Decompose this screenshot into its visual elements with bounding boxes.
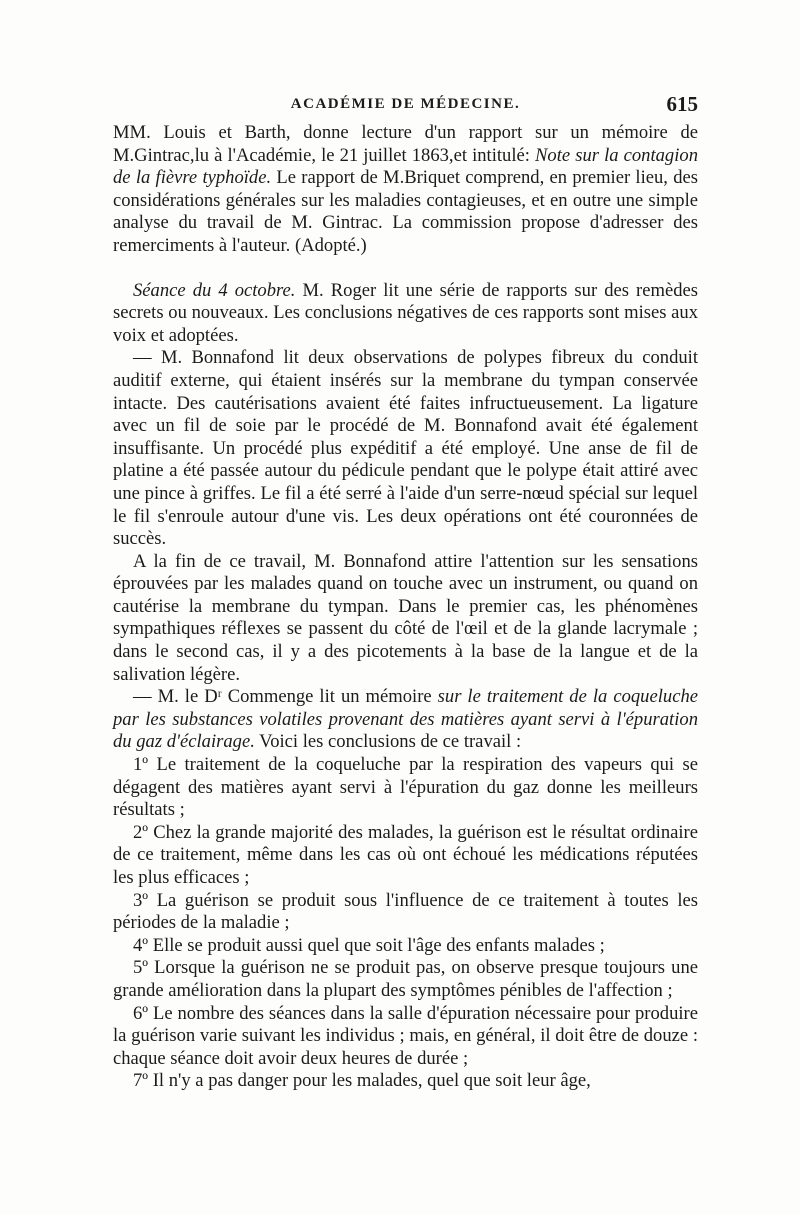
- paragraph-text: 5º Lorsque la guérison ne se produit pas, on observe presque toujours une grande amélioration dans la plupart des symptômes pénibles de l'affection ;: [113, 957, 698, 1001]
- paragraph-gintrac-report: [113, 122, 698, 258]
- paragraph-text: A la fin de ce travail, M. Bonnafond attire l'attention sur les sensations éprouvées par les malades quand on touche avec un instrument, ou quand on cautérise la membrane du tympan. Dans le premier cas, les phénomènes sympathiques réflexes se passent du côté de l'œil et de la glande lacrymale ; dans le second cas, il y a des picotements à la base de la langue et de la salivation légère.: [113, 550, 698, 685]
- page-number: 615: [666, 92, 698, 116]
- conclusion-item: [113, 957, 698, 1002]
- paragraph-text: 4º Elle se produit aussi quel que soit l'âge des enfants malades ;: [133, 934, 605, 956]
- paragraph-bonnafond-polypes: [113, 347, 698, 550]
- paragraph-text: — M. le Dʳ Commenge lit un mémoire: [133, 686, 438, 708]
- paragraph-text: 3º La guérison se produit sous l'influence de ce traitement à toutes les périodes de la maladie ;: [113, 889, 698, 934]
- paragraph-text: — M. Bonnafond lit deux observations de polypes fibreux du conduit auditif externe, qui étaient insérés sur la membrane du tympan conservée intacte. Des cautérisations avaient été faites infructueusement. La ligature avec un fil de soie par le procédé de M. Bonnafond avait été également insuffisante. Un procédé plus expéditif a été employé. Une anse de fil de platine a été passée autour du pédicule pendant que le polype était attiré avec une pince à griffes. Le fil a été serré à l'aide d'un serre-nœud spécial sur lequel le fil s'enroule autour d'une vis. Les deux opérations ont été couronnées de succès.: [113, 347, 698, 550]
- session-date: Séance du 4 octobre.: [133, 279, 296, 301]
- paragraph-seance-4-octobre: [113, 280, 698, 348]
- paragraph-bonnafond-sensations: [113, 551, 698, 687]
- memoir-title: Note sur la contagion de la fièvre typhoïde.: [113, 144, 698, 189]
- running-header: [113, 92, 698, 122]
- body-text: [113, 122, 698, 1093]
- conclusion-item: [113, 935, 698, 958]
- paragraph-text: Le rapport de M.Briquet comprend, en premier lieu, des considérations générales sur les maladies contagieuses, et en outre une simple analyse du travail de M. Gintrac. La commission propose d'adresser des remerciments à l'auteur. (Adopté.): [113, 167, 698, 256]
- conclusion-item: [113, 890, 698, 935]
- conclusion-item: [113, 1070, 698, 1093]
- paragraph-text: 6º Le nombre des séances dans la salle d'épuration nécessaire pour produire la guérison varie suivant les individus ; mais, en général, il doit être de douze : chaque séance doit avoir deux heures de durée ;: [113, 1002, 698, 1069]
- paragraph-text: M. Roger lit une série de rapports sur des remèdes secrets ou nouveaux. Les conclusions négatives de ces rapports sont mises aux voix et adoptées.: [113, 279, 698, 346]
- conclusion-item: [113, 754, 698, 822]
- paragraph-text: 7º Il n'y a pas danger pour les malades, quel que soit leur âge,: [133, 1070, 591, 1092]
- paragraph-text: Voici les conclusions de ce travail :: [254, 731, 522, 753]
- paragraph-text: 2º Chez la grande majorité des malades, la guérison est le résultat ordinaire de ce traitement, même dans les cas où ont échoué les médications réputées les plus efficaces ;: [113, 821, 698, 888]
- conclusion-item: [113, 822, 698, 890]
- paragraph-commenge-memoire: [113, 686, 698, 754]
- memoir-title: sur le traitement de la coqueluche par les substances volatiles provenant des matières ayant servi à l'épuration du gaz d'éclairage.: [113, 686, 698, 753]
- page: [113, 92, 698, 1093]
- paragraph-text: MM. Louis et Barth, donne lecture d'un rapport sur un mémoire de M.Gintrac,lu à l'Académie, le 21 juillet 1863,et intitulé:: [113, 122, 698, 166]
- running-title: ACADÉMIE DE MÉDECINE.: [290, 96, 521, 112]
- paragraph-text: 1º Le traitement de la coqueluche par la respiration des vapeurs qui se dégagent des matières ayant servi à l'épuration du gaz donne les meilleurs résultats ;: [113, 754, 698, 821]
- conclusion-item: [113, 1003, 698, 1071]
